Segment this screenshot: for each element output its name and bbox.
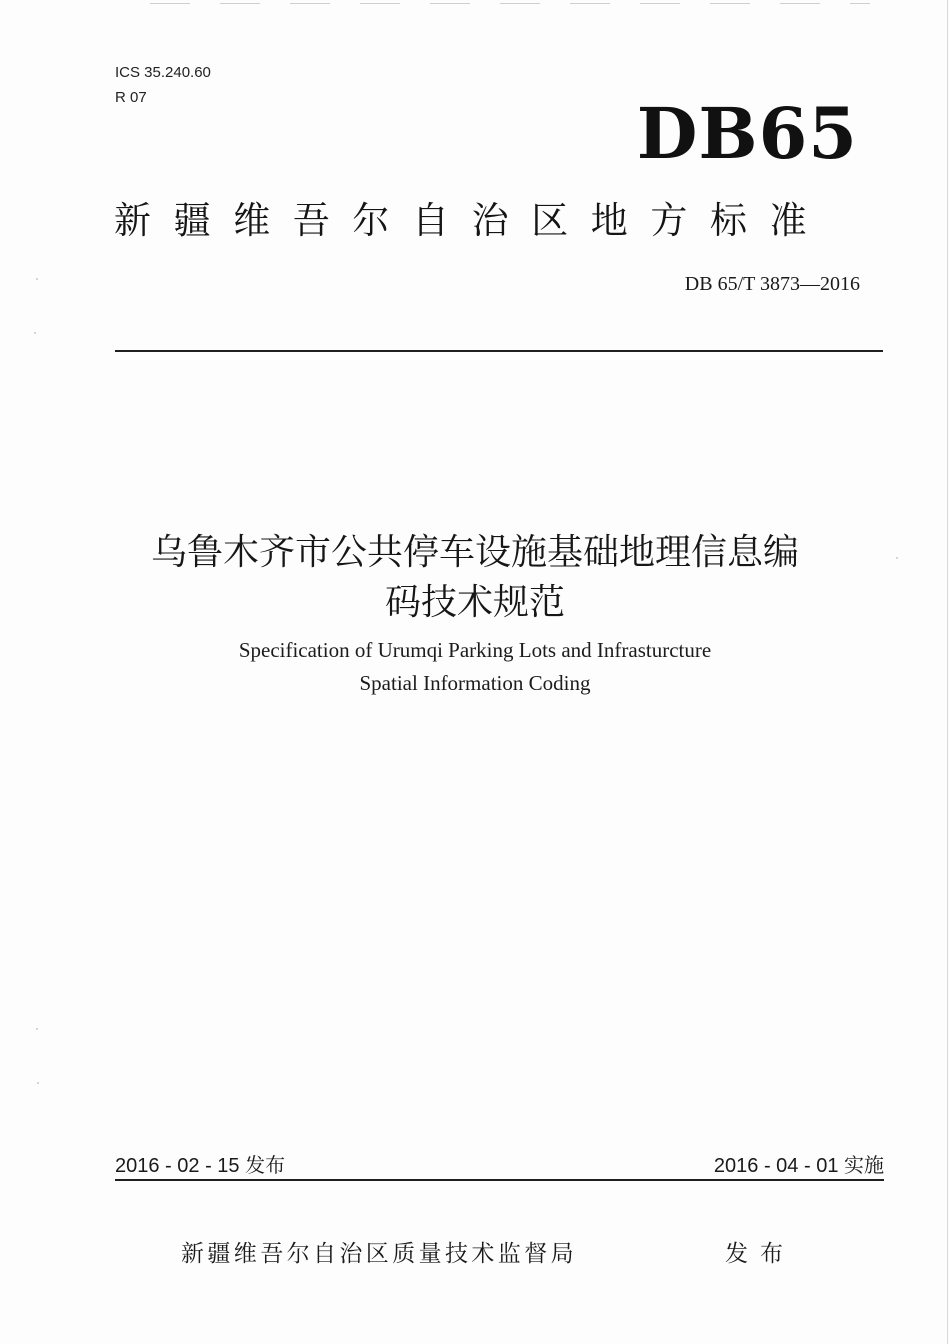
scan-edge-top [150, 3, 870, 4]
issue-date: 2016 - 02 - 15 发布 [115, 1155, 286, 1177]
implementation-date: 2016 - 04 - 01 实施 [713, 1155, 884, 1177]
chinese-title [0, 528, 950, 628]
dates-divider [115, 1179, 884, 1181]
ics-code: ICS 35.240.60 [115, 64, 211, 81]
scan-speck [896, 557, 898, 559]
chinese-title-line-1: 乌鲁木齐市公共停车设施基础地理信息编 [150, 532, 799, 573]
standard-logo: DB65 [636, 92, 858, 175]
standard-number: DB 65/T 3873—2016 [684, 273, 860, 295]
english-title [0, 634, 950, 700]
scan-speck [34, 332, 36, 334]
scan-speck [37, 1082, 39, 1084]
standard-type-heading: 新疆维吾尔自治区地方标准 [114, 199, 830, 242]
issuing-authority: 新疆维吾尔自治区质量技术监督局 [181, 1241, 577, 1267]
english-title-line-1: Specification of Urumqi Parking Lots and Infrasturcture [238, 638, 712, 662]
classification-block [115, 60, 211, 110]
scan-speck [36, 278, 38, 280]
header-divider [115, 350, 883, 352]
issue-verb: 发布 [725, 1241, 795, 1267]
classification-code: R 07 [115, 89, 147, 106]
scan-speck [36, 1028, 38, 1030]
english-title-line-2: Spatial Information Coding [359, 671, 591, 695]
chinese-title-line-2: 码技术规范 [384, 582, 565, 623]
